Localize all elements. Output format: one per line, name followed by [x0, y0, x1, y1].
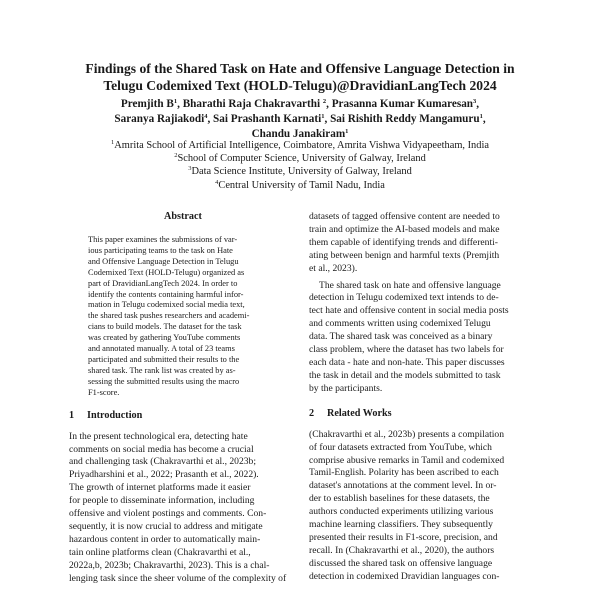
text-line: Priyadharshini et al., 2022; Prasanth et al., 2022).: [69, 469, 259, 481]
text-line: lenging task since the sheer volume of the complexity of: [69, 572, 287, 584]
text-line: and comments written using codemixed Telugu: [309, 318, 491, 330]
abstract-body: [88, 235, 282, 399]
left-column: [69, 211, 297, 585]
author-name: Bharathi Raja Chakravarthi: [182, 98, 321, 110]
text-line: (Chakravarthi et al., 2023b) presents a compilation: [309, 428, 505, 440]
text-line: This paper examines the submissions of var-: [88, 235, 238, 244]
text-line: comprise abusive remarks in Tamil and codemixed: [309, 454, 505, 466]
author-affiliation-mark: 1: [345, 128, 349, 135]
author-name: Premjith B: [120, 98, 174, 110]
introduction-heading: [69, 410, 297, 422]
text-line: ious participating teams to the task on Hate: [88, 245, 233, 255]
text-line: of four datasets extracted from YouTube, which: [309, 441, 492, 453]
title-line: Findings of the Shared Task on Hate and Offensive Language Detection in: [85, 61, 515, 76]
author-name: Chandu Janakiram: [251, 128, 346, 140]
affiliation-mark: 3: [188, 165, 192, 173]
text-line: and annotated manually. A total of 23 teams: [88, 344, 235, 354]
affiliation-mark: 2: [174, 152, 178, 160]
text-line: for people to disseminate information, including: [69, 495, 255, 507]
affiliation-text: Central University of Tamil Nadu, India: [218, 179, 385, 191]
affiliation-text: Data Science Institute, University of Galway, Ireland: [191, 166, 412, 178]
text-line: In the present technological era, detecting hate: [69, 430, 248, 442]
text-line: et al., 2023).: [309, 262, 358, 274]
text-line: der to establish baselines for these datasets, the: [309, 493, 490, 505]
section-title: Introduction: [87, 409, 143, 421]
text-line: The growth of internet platforms made it easier: [69, 482, 251, 494]
author-name: Prasanna Kumar Kumaresan: [331, 98, 474, 110]
affiliation-mark: 1: [111, 139, 115, 146]
text-line: tect hate and offensive content in social media posts: [309, 305, 509, 317]
text-line: the shared task pushes researchers and academi-: [88, 311, 250, 321]
section-number: 1: [69, 409, 75, 421]
text-line: The shared task on hate and offensive language: [319, 279, 501, 291]
text-line: and challenging task (Chakravarthi et al., 2023b;: [69, 456, 257, 468]
text-line: dataset's annotations at the comment level. In or-: [309, 480, 497, 492]
text-line: machine learning classifiers. They subsequently: [309, 519, 493, 531]
text-line: and Offensive Language Detection in Telugu: [88, 256, 239, 266]
author-affiliation-mark: 4: [204, 113, 208, 120]
affiliation: [40, 139, 560, 152]
affiliation: [40, 152, 560, 165]
text-line: cians to build models. The dataset for the task: [88, 322, 242, 332]
text-line: sessing the submitted results using the macro: [88, 376, 240, 386]
text-line: presented their results in F1-score, precision, and: [309, 531, 498, 543]
affiliation-text: School of Computer Science, University of Galway, Ireland: [177, 153, 426, 165]
author-line: Premjith $B^1$, Bharathi Raja Chakravarthi $^2$, Prasanna Kumar Kumaresan$^3$,: [120, 98, 480, 110]
affiliation-text: Amrita School of Artificial Intelligence, Coimbatore, Amrita Vishwa Vidyapeetham, India: [114, 140, 489, 151]
text-line: 2022a,b, 2023b; Chakravarthi, 2023). This is a chal-: [69, 559, 270, 571]
text-line: ating between benign and harmful texts (Premjith: [309, 249, 500, 261]
text-line: recall. In (Chakravarthi et al., 2020), the authors: [309, 544, 495, 556]
affiliation-list: [40, 139, 560, 192]
text-line: mation in Telugu codemixed social media text,: [88, 300, 245, 310]
text-line: authors conducted experiments utilizing various: [309, 506, 494, 518]
related-works-body: [309, 429, 541, 584]
text-line: train and optimize the AI-based models and make: [309, 223, 500, 235]
text-line: identify the contents containing harmful infor-: [88, 289, 244, 299]
section-number: 2: [309, 407, 315, 419]
text-line: discussed the shared task on offensive language: [309, 557, 493, 569]
affiliation-mark: 4: [215, 178, 219, 186]
author-list: [40, 97, 560, 142]
affiliation: [40, 165, 560, 178]
text-line: Codemixed Text (HOLD-Telugu) organized as: [88, 267, 245, 277]
text-line: sequently, it is now crucial to address and mitigate: [69, 520, 263, 532]
text-line: part of DravidianLangTech 2024. In order to: [88, 278, 238, 288]
text-line: shared task. The rank list was created by as-: [88, 365, 236, 375]
author-affiliation-mark: 3: [473, 98, 477, 105]
author-name: Sai Rishith Reddy Mangamuru: [330, 113, 480, 125]
shared-task-paragraph: [309, 280, 541, 396]
text-line: F1-score.: [88, 387, 120, 397]
introduction-body: [69, 431, 297, 586]
text-line: tain online platforms clean (Chakravarthi et al.,: [69, 546, 251, 558]
author-name: Saranya Rajiakodi: [114, 113, 205, 125]
right-column: [309, 211, 541, 584]
text-line: class problem, where the dataset has two labels for: [309, 344, 504, 356]
text-line: Tamil-English. Polarity has been ascribed to each: [309, 467, 499, 479]
text-line: each data - hate and non-hate. This paper discusses: [309, 356, 505, 368]
text-line: datasets of tagged offensive content are needed to: [309, 211, 500, 222]
paper-title: [50, 61, 550, 94]
introduction-continued: [309, 211, 541, 276]
author-affiliation-mark: 2: [322, 98, 327, 105]
text-line: the task in detail and the models submitted to task: [309, 369, 501, 381]
abstract-heading: Abstract: [164, 211, 202, 222]
text-line: them capable of identifying trends and differenti-: [309, 236, 498, 248]
text-line: comments on social media has become a crucial: [69, 443, 254, 455]
affiliation: [40, 179, 560, 192]
section-title: Related Works: [327, 407, 392, 419]
author-affiliation-mark: 1: [479, 113, 483, 120]
text-line: detection in Telugu codemixed text intends to de-: [309, 292, 499, 304]
text-line: participated and submitted their results to the: [88, 354, 240, 364]
text-line: detection in codemixed Dravidian languages con-: [309, 570, 500, 582]
text-line: hazardous content in order to automatically main-: [69, 533, 261, 545]
author-name: Sai Prashanth Karnati: [213, 113, 322, 125]
author-affiliation-mark: 1: [173, 98, 178, 105]
text-line: data. The shared task was conceived as a binary: [309, 331, 493, 343]
text-line: was created by gathering YouTube comments: [88, 333, 241, 343]
title-line: Telugu Codemixed Text (HOLD-Telugu)@DravidianLangTech 2024: [103, 77, 497, 93]
related-works-heading: [309, 408, 541, 420]
text-line: by the participants.: [309, 382, 383, 394]
text-line: offensive and violent postings and comments. Con-: [69, 508, 267, 520]
author-affiliation-mark: 1: [321, 113, 325, 120]
author-line: Saranya Rajiakodi$^4$, Sai Prashanth Karnati$^1$, Sai Rishith Reddy Mangamuru$^1$,: [114, 113, 486, 125]
